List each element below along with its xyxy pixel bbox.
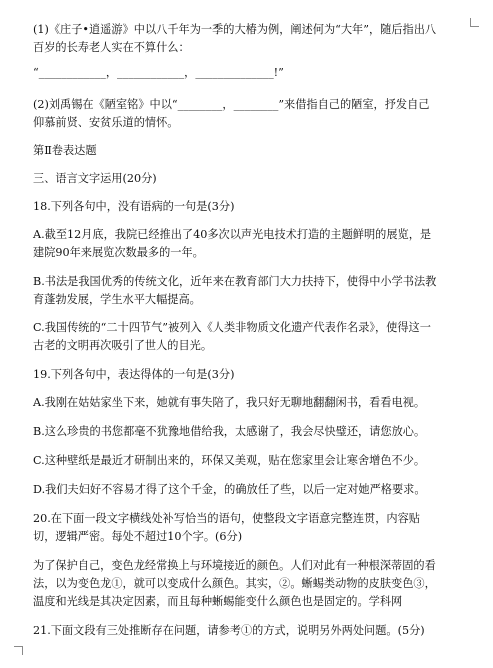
q20-passage-3: 温度和光线是其决定因素，而且每种蜥蜴能变什么颜色也是固定的。学科网 xyxy=(33,595,403,608)
q18-option-b-1: B.书法是我国优秀的传统文化，近年来在教育部门大力扶持下，使得中小学书法教 xyxy=(33,275,437,288)
q20-stem-2: 切，逻辑严密。每处不超过10个字。(6分) xyxy=(33,530,243,543)
q20-passage-2: 法，以为变色龙①，就可以变成什么颜色。其实，②。蜥蜴类动物的皮肤变色③， xyxy=(33,577,436,590)
q19-stem: 19.下列各句中，表达得体的一句是(3分) xyxy=(33,368,235,381)
q19-option-b: B.这么珍贵的书您都毫不犹豫地借给我，太感谢了，我会尽快璧还，请您放心。 xyxy=(33,425,426,438)
q18-option-a-1: A.截至12月底，我院已经推出了40多次以声光电技术打造的主题鲜明的展览，是 xyxy=(33,228,432,241)
q1-line-2: 百岁的长寿老人实在不算什么： xyxy=(33,41,190,54)
q18-option-c-2: 古老的文明再次吸引了世人的目光。 xyxy=(33,339,213,352)
q20-stem-1: 20.在下面一段文字横线处补写恰当的语句，使整段文字语意完整连贯，内容贴 xyxy=(33,512,420,525)
q18-option-a-2: 建院90年来展览次数最多的一年。 xyxy=(33,246,204,259)
corner-crop-mark xyxy=(470,18,479,27)
q21-stem: 21.下面文段有三处推断存在问题，请参考①的方式，说明另外两处问题。(5分) xyxy=(33,624,425,637)
q19-option-d: D.我们夫妇好不容易才得了这个千金，的确放任了些，以后一定对她严格要求。 xyxy=(33,483,426,496)
q1-blanks: “____________，____________，______________!” xyxy=(33,66,284,79)
q18-option-c-1: C.我国传统的“二十四节气”被列入《人类非物质文化遗产代表作名录》，使得这一 xyxy=(33,321,431,334)
section-heading: 三、语言文字运用(20分) xyxy=(33,172,157,185)
q2-line-2: 仰慕前贤、安贫乐道的情怀。 xyxy=(33,116,179,129)
corner-crop-mark xyxy=(14,646,23,655)
q19-option-a: A.我刚在姑姑家坐下来，她就有事失陪了，我只好无聊地翻翻闲书，看看电视。 xyxy=(33,396,426,409)
q20-passage-1: 为了保护自己，变色龙经常换上与环境接近的颜色。人们对此有一种根深蒂固的看 xyxy=(33,559,436,572)
q2-line-1: (2)刘禹锡在《陋室铭》中以“________，________”来借指自己的陋室，抒发自己 xyxy=(33,98,430,111)
section-title: 第Ⅱ卷表达题 xyxy=(33,144,97,157)
q18-stem: 18.下列各句中，没有语病的一句是(3分) xyxy=(33,200,235,213)
q19-option-c: C.这种壁纸是最近才研制出来的，环保又美观，贴在您家里会让寒舍增色不少。 xyxy=(33,454,426,467)
q1-line-1: (1)《庄子•逍遥游》中以八千年为一季的大椿为例，阐述何为“大年”，随后指出八 xyxy=(33,23,437,36)
q18-option-b-2: 育蓬勃发展，学生水平大幅提高。 xyxy=(33,293,201,306)
